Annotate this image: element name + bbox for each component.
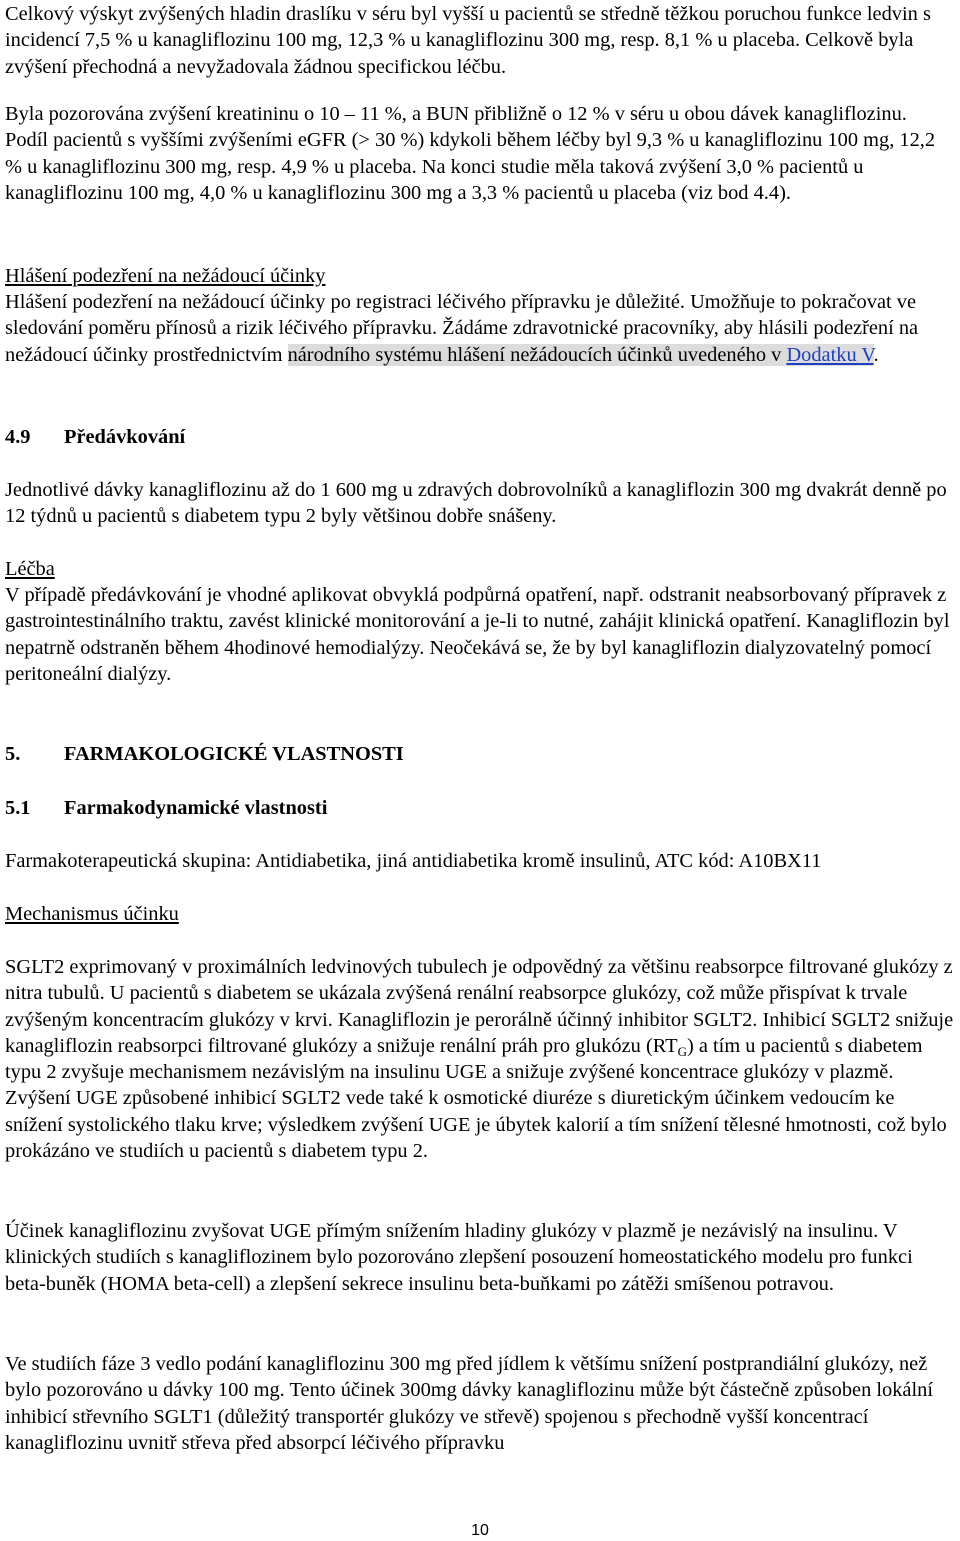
section-5-1-number: 5.1 — [5, 797, 31, 819]
appendix-v-link[interactable]: Dodatku V — [786, 343, 874, 366]
mechanism-heading: Mechanismus účinku — [5, 903, 179, 925]
section-5-1-title: Farmakodynamické vlastnosti — [64, 797, 328, 819]
rtg-subscript: G — [677, 1043, 687, 1059]
overdose-paragraph: Jednotlivé dávky kanagliflozinu až do 1 600 mg u zdravých dobrovolníků a kanagliflozin 300 mg dvakrát denně po 12 týdnů u pacientů s diabetem typu 2 byly většinou dobře snášeny. — [5, 479, 947, 528]
page-number: 10 — [471, 1522, 489, 1539]
section-5-title: FARMAKOLOGICKÉ VLASTNOSTI — [64, 743, 404, 765]
section-5-number: 5. — [5, 743, 21, 765]
mechanism-paragraph-2: Účinek kanagliflozinu zvyšovat UGE přímým snížením hladiny glukózy v plazmě je nezávislý na insulinu. V klinických studiích s kanagliflozinem bylo pozorováno zlepšení posouzení homeostatického modelu pro funkci beta-buněk (HOMA beta-cell) a zlepšení sekrece insulinu beta-buňkami po zátěži smíšenou potravou. — [5, 1220, 913, 1295]
section-4-9-heading — [5, 424, 185, 450]
treatment-paragraph: V případě předávkování je vhodné aplikovat obvyklá podpůrná opatření, např. odstranit neabsorbovaný přípravek z gastrointestinálního traktu, zavést klinické monitorování a je-li to nutné, zahájit klinická opatření. Kanagliflozin byl nepatrně odstraněn během 4hodinové hemodialýzy. Neočekává se, že by byl kanagliflozin dialyzovatelný pomocí peritoneální dialýzy. — [5, 584, 950, 685]
section-5-heading — [5, 741, 404, 767]
mechanism-paragraph-3: Ve studiích fáze 3 vedlo podání kanagliflozinu 300 mg před jídlem k většímu snížení postprandiální glukózy, než bylo pozorováno u dávky 100 mg. Tento účinek 300mg dávky kanagliflozinu může být částečně způsoben lokální inhibicí střevního SGLT1 (důležitý transportér glukózy ve střevě) spojenou s přechodně vyšší koncentrací kanagliflozinu uvnitř střeva před absorpcí léčivého přípravku — [5, 1353, 934, 1454]
mechanism-text-b: ) a tím u pacientů s diabetem typu 2 zvyšuje mechanismem nezávislým na insulinu UGE a snižuje zvýšené koncentrace glukózy v plazmě. Zvýšení UGE způsobené inhibicí SGLT2 vede také k osmotické diuréze s diuretickým účinkem vedoucím ke snížení systolického tlaku krve; výsledkem zvýšení UGE je úbytek kalorií a tím snížení tělesné hmotnosti, což bylo prokázáno ve studiích u pacientů s diabetem typu 2. — [5, 1034, 947, 1163]
atc-paragraph: Farmakoterapeutická skupina: Antidiabetika, jiná antidiabetika kromě insulinů, ATC kód: A10BX11 — [5, 850, 822, 872]
paragraph-potassium: Celkový výskyt zvýšených hladin draslíku v séru byl vyšší u pacientů se středně těžkou poruchou funkce ledvin s incidencí 7,5 % u kanagliflozinu 100 mg, 12,3 % u kanagliflozinu 300 mg, resp. 8,1 % u placeba. Celkově byla zvýšení přechodná a nevyžadovala žádnou specifickou léčbu. — [5, 3, 931, 78]
reporting-highlight: národního systému hlášení nežádoucích účinků uvedeného v — [287, 343, 787, 366]
mechanism-text-a: SGLT2 exprimovaný v proximálních ledvinových tubulech je odpovědný za většinu reabsorpce filtrované glukózy z nitra tubulů. U pacientů s diabetem se ukázala zvýšená renální reabsorpce glukózy, což může přispívat k trvale zvýšeným koncentracím glukózy v krvi. Kanagliflozin je perorálně účinný inhibitor SGLT2. Inhibicí SGLT2 snižuje kanagliflozin reabsorpci filtrované glukózy a snižuje renální práh pro glukózu (RT — [5, 956, 954, 1057]
section-5-1-heading — [5, 795, 327, 821]
section-4-9-title: Předávkování — [64, 426, 186, 448]
reporting-heading: Hlášení podezření na nežádoucí účinky — [5, 265, 326, 287]
reporting-paragraph — [5, 289, 955, 368]
treatment-heading: Léčba — [5, 558, 55, 580]
section-4-9-number: 4.9 — [5, 426, 31, 448]
reporting-end: . — [873, 343, 879, 366]
paragraph-creatinine: Byla pozorována zvýšení kreatininu o 10 – 11 %, a BUN přibližně o 12 % v séru u obou dávek kanagliflozinu. Podíl pacientů s vyššími zvýšeními eGFR (> 30 %) kdykoli během léčby byl 9,3 % u kanagliflozinu 100 mg, 12,2 % u kanagliflozinu 300 mg, resp. 4,9 % u placeba. Na konci studie měla taková zvýšení 3,0 % pacientů u kanagliflozinu 100 mg, 4,0 % u kanagliflozinu 300 mg a 3,3 % pacientů u placeba (viz bod 4.4). — [5, 103, 936, 204]
mechanism-paragraph-1 — [5, 954, 955, 1164]
reporting-text: Hlášení podezření na nežádoucí účinky po registraci léčivého přípravku je důležité. Umožňuje to pokračovat ve sledování poměru přínosů a rizik léčivého přípravku. Žádáme zdravotnické pracovníky, aby hlásili podezření na nežádoucí účinky prostřednictvím — [5, 291, 919, 366]
